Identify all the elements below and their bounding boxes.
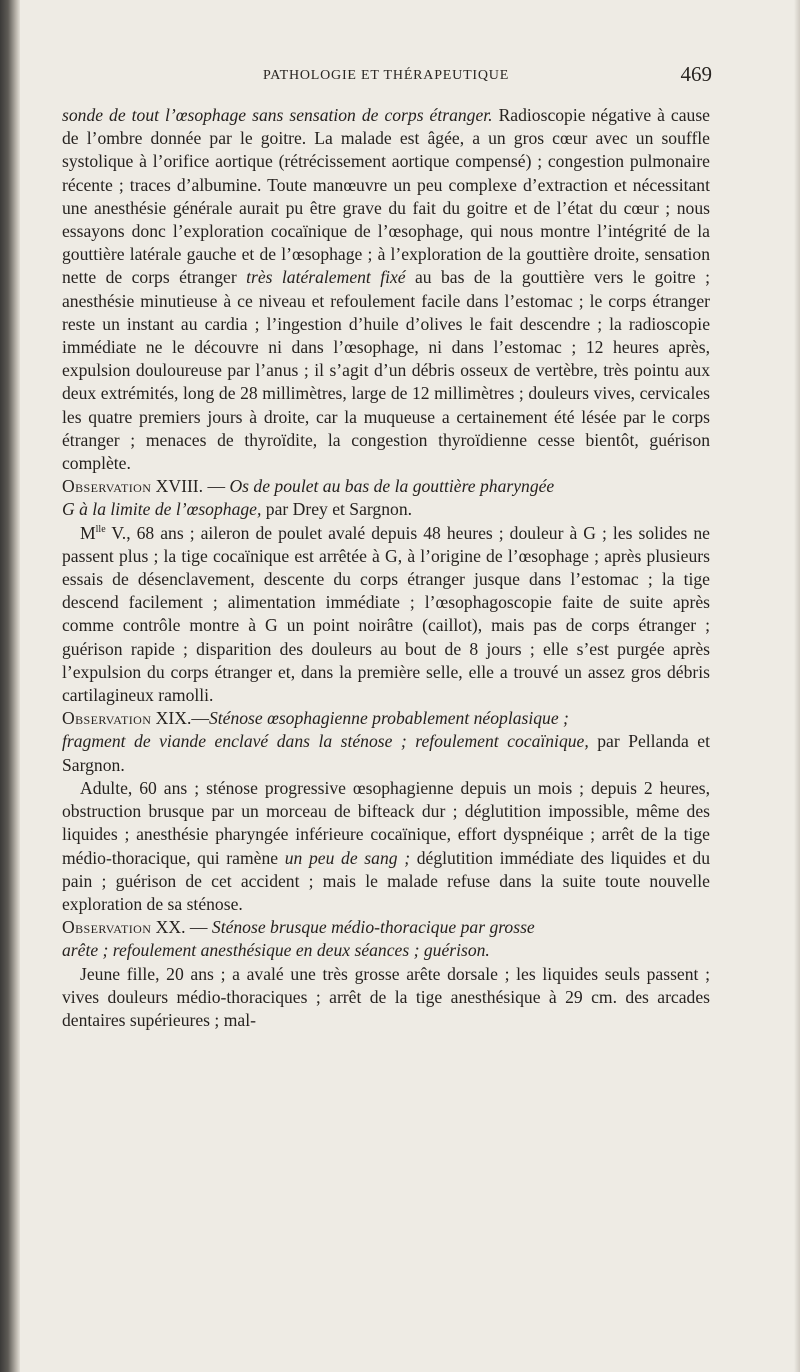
paragraph-text: au bas de la gouttière vers le goitre ; anesthésie minutieuse à ce niveau et refoulement facile dans l’estomac ; le corps étranger reste un instant au cardia ; l’ingestion d’huile d’olives le fait descendre ; la radioscopie immédiate ne le découvre ni dans l’œsophage, ni dans l’estomac ; 12 heures après, expulsion douloureuse par l’anus ; il s’agit d’un débris osseux de vertèbre, très pointu aux deux extrémités, long de 28 millimètres, large de 12 millimètres ; douleurs vives, cervicales les quatre premiers jours à droite, car la muqueuse a certainement été lésée par le corps étranger ; menaces de thyroïdite, la congestion thyroïdienne cesse bientôt, guérison complète. <box>62 267 710 474</box>
observation-label: Observation <box>62 476 152 497</box>
italic-phrase: un peu de sang ; <box>284 847 411 868</box>
paragraph-case-continuation <box>62 104 710 475</box>
observation-title: G à la limite de l’œsophage, <box>62 499 262 520</box>
observation-title: arête ; refoulement anesthésique en deux séances ; guérison. <box>62 940 490 961</box>
mlle-abbrev: M <box>80 522 96 543</box>
observation-label: Observation <box>62 917 152 938</box>
observation-number: XX. — <box>151 917 212 938</box>
paragraph-text: Adulte, 60 ans ; sténose progressive œsophagienne depuis un mois ; depuis 2 heures, obstruction brusque par un morceau de bifteack dur ; déglutition impossible, même des liquides ; anesthésie pharyngée inférieure cocaïnique, effort dyspnéique ; arrêt de la tige médio-thoracique, qui ramène <box>62 777 710 868</box>
page-binding-edge <box>0 0 20 1372</box>
observation-title: fragment de viande enclavé dans la sténose ; refoulement cocaïnique, <box>62 731 589 752</box>
observation-title: Os de poulet au bas de la gouttière pharyngée <box>229 476 555 497</box>
paragraph-text: V., 68 ans ; aileron de poulet avalé depuis 48 heures ; douleur à G ; les solides ne passent plus ; la tige cocaïnique est arrêtée à G, à l’origine de l’œsophage ; après plusieurs essais de désenclavement, descente du corps étranger jusque dans l’estomac ; la tige descend facilement ; alimentation immédiate ; l’œsophagoscopie faite de suite après comme contrôle montre à G un point noirâtre (caillot), mais pas de corps étranger ; guérison rapide ; disparition des douleurs au bout de 8 jours ; elle s’est purgée après l’expulsion du corps étranger et, dans la première selle, elle a trouvé un assez gros débris cartilagineux ramolli. <box>62 522 710 706</box>
running-head <box>60 62 712 90</box>
observation-authors: par Pellanda et Sargnon. <box>62 731 710 775</box>
mlle-superscript: lle <box>95 523 106 535</box>
observation-label: Observation <box>62 708 152 729</box>
observation-number: XIX.— <box>151 708 209 729</box>
observation-title: Sténose œsophagienne probablement néoplasique ; <box>208 708 569 729</box>
observation-18-heading-cont <box>62 498 710 521</box>
italic-phrase: sonde de tout l’œsophage sans sensation de corps étranger. <box>62 105 493 125</box>
observation-20-heading <box>62 916 710 939</box>
observation-19-heading <box>62 707 710 730</box>
paragraph-text: Radioscopie négative à cause de l’ombre donnée par le goitre. La malade est âgée, a un gros cœur avec un souffle systolique à l’orifice aortique (rétrécissement aortique compensé) ; congestion pulmonaire récente ; traces d’albumine. Toute manœuvre un peu complexe d’extraction et nécessitant une anesthésie générale aurait pu être grave du fait du goitre et de l’état du cœur ; nous essayons donc l’exploration cocaïnique de l’œsophage, qui nous montre l’intégrité de la gouttière latérale gauche et de l’œsophage ; à l’exploration de la gouttière droite, sensation nette de corps étranger <box>62 105 710 288</box>
observation-20-heading-cont <box>62 939 710 962</box>
page-edge-shadow <box>794 0 800 1372</box>
observation-18-heading <box>62 475 710 498</box>
observation-18-text <box>62 522 710 708</box>
observation-number: XVIII. — <box>151 476 230 497</box>
page-number: 469 <box>680 62 712 86</box>
observation-19-heading-cont <box>62 730 710 776</box>
running-head-title: PATHOLOGIE ET THÉRAPEUTIQUE <box>262 68 510 83</box>
italic-phrase: très latéralement fixé <box>246 267 406 288</box>
observation-authors: par Drey et Sargnon. <box>261 499 413 520</box>
observation-19-text <box>62 777 710 916</box>
paragraph-text: déglutition immédiate des liquides et du pain ; guérison de cet accident ; mais le malade refuse dans la suite toute nouvelle exploration de sa sténose. <box>62 847 710 914</box>
observation-title: Sténose brusque médio-thoracique par grosse <box>211 917 535 938</box>
body-text <box>62 104 710 1032</box>
observation-20-text: Jeune fille, 20 ans ; a avalé une très grosse arête dorsale ; les liquides seuls passent ; vives douleurs médio-thoraciques ; arrêt de la tige anesthésique à 29 cm. des arcades dentaires supérieures ; mal- <box>62 963 710 1030</box>
